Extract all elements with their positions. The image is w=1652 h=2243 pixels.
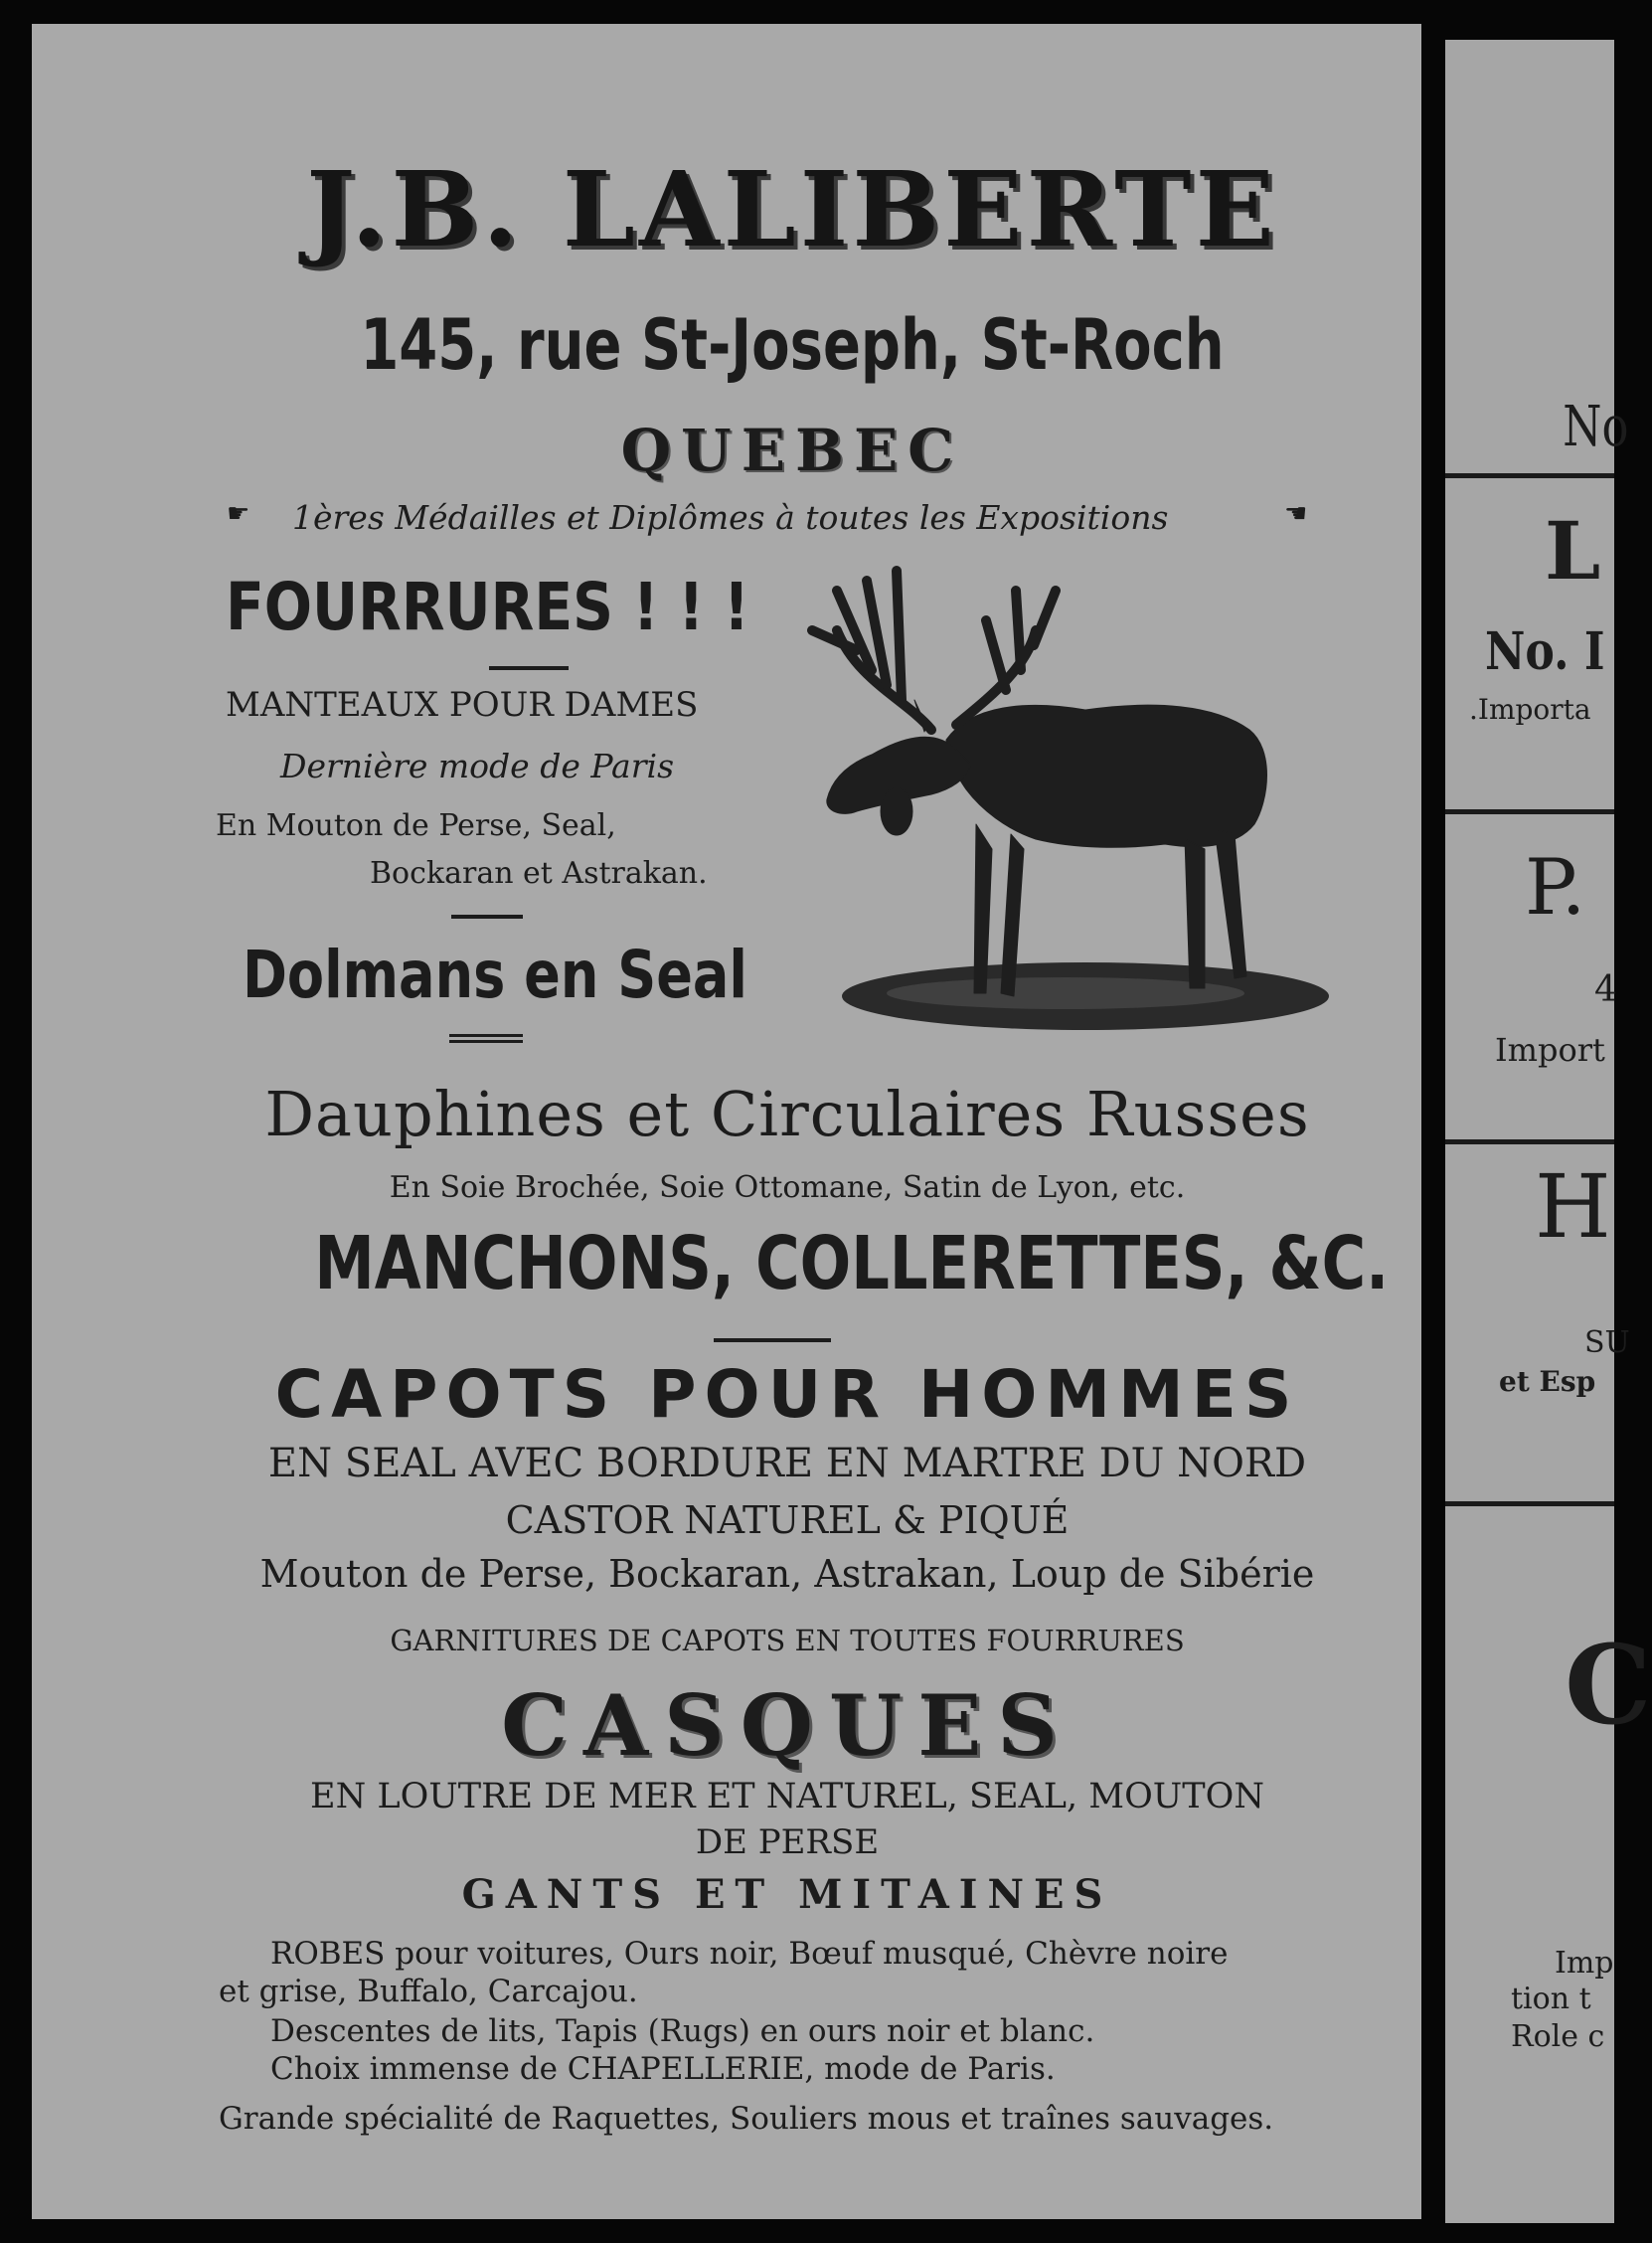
mouton-line-2: Bockaran et Astrakan. xyxy=(370,856,708,891)
loutre-line-1: EN LOUTRE DE MER ET NATUREL, SEAL, MOUTON xyxy=(310,1777,1264,1816)
adjacent-page-edge xyxy=(1445,40,1652,2223)
moose-body xyxy=(827,700,1267,996)
rule xyxy=(1445,1139,1614,1144)
fragment-10: et Esp xyxy=(1499,1365,1596,1398)
dolmans-heading: Dolmans en Seal xyxy=(243,937,747,1013)
fragment-8: H xyxy=(1535,1155,1611,1258)
derniere-mode-line: Dernière mode de Paris xyxy=(280,747,674,785)
advertisement-page xyxy=(32,24,1421,2219)
pointing-hand-left-icon: ☚ xyxy=(1284,499,1308,529)
divider xyxy=(451,915,523,919)
city: QUEBEC xyxy=(620,417,964,484)
fragment-4: .Importa xyxy=(1469,693,1591,726)
rule xyxy=(1445,809,1614,814)
fragment-13: tion t xyxy=(1511,1982,1591,2016)
fragment-5: P. xyxy=(1525,843,1586,933)
fourrures-heading: FOURRURES ! ! ! xyxy=(226,569,749,645)
fragment-6: 4 xyxy=(1594,969,1617,1010)
loutre-line-2: DE PERSE xyxy=(695,1822,880,1862)
fragment-2: L xyxy=(1545,504,1601,598)
fragment-1: No xyxy=(1563,395,1629,459)
manteaux-line: MANTEAUX POUR DAMES xyxy=(226,685,699,725)
fragment-9: SU xyxy=(1584,1325,1630,1360)
mouton-line-1: En Mouton de Perse, Seal, xyxy=(216,808,616,843)
pointing-hand-right-icon: ☛ xyxy=(227,499,250,529)
fragment-7: Import xyxy=(1495,1031,1605,1069)
rule xyxy=(1445,1501,1614,1506)
dauphines-heading: Dauphines et Circulaires Russes xyxy=(264,1078,1310,1150)
medals-line: 1ères Médailles et Diplômes à toutes les Expositions xyxy=(292,498,1169,537)
gants-heading: GANTS ET MITAINES xyxy=(461,1871,1113,1918)
castor-line: CASTOR NATUREL & PIQUÉ xyxy=(505,1498,1070,1542)
robes-line-1: ROBES pour voitures, Ours noir, Bœuf musqué, Chèvre noire xyxy=(270,1936,1229,1972)
address: 145, rue St-Joseph, St-Roch xyxy=(360,304,1225,386)
garnitures-line: GARNITURES DE CAPOTS EN TOUTES FOURRURES xyxy=(390,1624,1185,1657)
fragment-3: No. I xyxy=(1485,621,1605,682)
divider xyxy=(489,666,569,670)
manchons-heading: MANCHONS, COLLERETTES, &C. xyxy=(314,1221,1390,1306)
descentes-line: Descentes de lits, Tapis (Rugs) en ours noir et blanc. xyxy=(270,2013,1095,2049)
robes-line-2: et grise, Buffalo, Carcajou. xyxy=(219,1974,638,2009)
fragment-11: C xyxy=(1565,1621,1652,1749)
grande-line: Grande spécialité de Raquettes, Souliers mous et traînes sauvages. xyxy=(219,2101,1274,2137)
choix-line: Choix immense de CHAPELLERIE, mode de Paris. xyxy=(270,2051,1056,2087)
divider xyxy=(449,1034,523,1043)
en-seal-line: EN SEAL AVEC BORDURE EN MARTRE DU NORD xyxy=(267,1441,1307,1486)
casques-heading: CASQUES xyxy=(501,1676,1074,1775)
capots-heading: CAPOTS POUR HOMMES xyxy=(274,1356,1300,1433)
moose-illustration xyxy=(797,551,1324,1048)
merchant-name: J.B. LALIBERTE xyxy=(306,148,1278,270)
fragment-14: Role c xyxy=(1511,2019,1605,2054)
fragment-12: Imp xyxy=(1555,1946,1614,1981)
divider xyxy=(714,1338,831,1342)
mouton-perse-line: Mouton de Perse, Bockaran, Astrakan, Loup de Sibérie xyxy=(259,1552,1315,1596)
rule xyxy=(1445,473,1614,478)
soie-line: En Soie Brochée, Soie Ottomane, Satin de Lyon, etc. xyxy=(389,1170,1186,1205)
